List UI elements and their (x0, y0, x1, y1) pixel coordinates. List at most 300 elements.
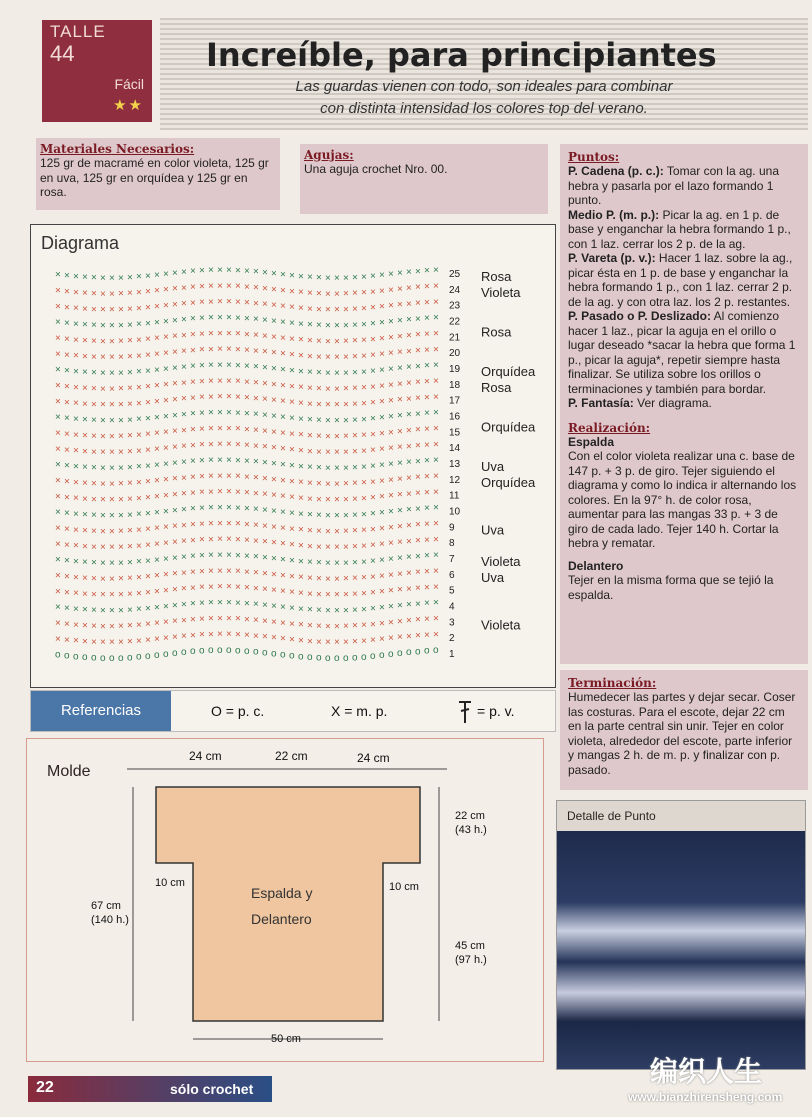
stitch-mark: × (388, 490, 394, 502)
sleeve-right: 10 cm (389, 881, 419, 893)
stitch-mark: × (280, 317, 286, 329)
stitch-mark: × (82, 398, 88, 410)
color-label: Violeta (481, 617, 521, 633)
stitch-mark: × (190, 345, 196, 357)
stitch-mark: × (181, 536, 187, 548)
stitch-mark: × (154, 618, 160, 630)
stitch-mark: × (226, 550, 232, 562)
stitch-mark: × (379, 428, 385, 440)
stitch-mark: × (307, 367, 313, 379)
color-label: Uva (481, 459, 505, 474)
stitch-mark: × (397, 537, 403, 549)
stitch-mark: × (217, 391, 223, 403)
stitch-mark: × (190, 408, 196, 420)
stitch-mark: × (91, 367, 97, 379)
stitch-mark: × (334, 447, 340, 459)
stitch-mark: × (352, 494, 358, 506)
stitch-mark: × (208, 566, 214, 578)
stitch-mark: × (415, 472, 421, 484)
stitch-mark: × (289, 555, 295, 567)
stitch-mark: × (163, 601, 169, 613)
stitch-mark: × (361, 540, 367, 552)
stitch-mark: × (397, 347, 403, 359)
stitch-mark: × (325, 557, 331, 569)
stitch-mark: × (352, 414, 358, 426)
stitch-mark: o (343, 652, 349, 664)
back-text: Con el color violeta realizar una c. base de 147 p. + 3 p. de giro. Tejer siguiendo el diagrama y como lo indica ir alternando los colores. En la 97° h. de color rosa, aumentar para las mangas 33 p. + 3 de giro de cada lado. Tejer 140 h. Cortar la hebra y rematar. (568, 449, 797, 550)
stitch-mark: × (145, 270, 151, 282)
stitch-mark: × (136, 429, 142, 441)
stitch-mark: × (217, 581, 223, 593)
stitch-mark: × (397, 410, 403, 422)
stitch-mark: × (388, 269, 394, 281)
stitch-mark: × (298, 318, 304, 330)
stitch-mark: × (217, 565, 223, 577)
stitch-mark: × (325, 605, 331, 617)
stitch-mark: × (253, 282, 259, 294)
stitch-mark: × (415, 456, 421, 468)
stitch-mark: × (316, 494, 322, 506)
stitch-mark: × (172, 362, 178, 374)
stitch-mark: × (325, 415, 331, 427)
stitch-mark: × (118, 573, 124, 585)
stitches-heading: Puntos: (568, 150, 620, 164)
stitch-mark: × (127, 272, 133, 284)
stitch-mark: × (280, 443, 286, 455)
stitch-mark: × (217, 502, 223, 514)
stitch-mark: × (271, 426, 277, 438)
stitch-mark: × (253, 488, 259, 500)
stitch-mark: × (73, 493, 79, 505)
stitch-mark: × (127, 430, 133, 442)
stitch-mark: × (361, 635, 367, 647)
stitch-mark: × (208, 391, 214, 403)
stitch-mark: × (415, 519, 421, 531)
materials-text: 125 gr de macramé en color violeta, 125 gr en uva, 125 gr en orquídea y 125 gr en rosa. (40, 156, 269, 199)
stitch-mark: × (64, 286, 70, 298)
stitch-mark: × (280, 491, 286, 503)
stitch-mark: × (424, 566, 430, 578)
stitch-mark: × (271, 632, 277, 644)
stitch-mark: × (208, 613, 214, 625)
stitch-mark: × (244, 360, 250, 372)
stitch-mark: × (73, 445, 79, 457)
stitch-mark: × (352, 636, 358, 648)
stitch-mark: × (325, 573, 331, 585)
stitch-mark: × (136, 619, 142, 631)
stitch-mark: × (145, 539, 151, 551)
stitch-mark: × (91, 478, 97, 490)
stitch-mark: × (307, 446, 313, 458)
stitch-mark: × (109, 510, 115, 522)
stitch-mark: × (100, 367, 106, 379)
stitch-mark: × (406, 615, 412, 627)
stitch-mark: × (208, 265, 214, 277)
stitch-mark: o (154, 649, 160, 661)
stitch-mark: × (307, 636, 313, 648)
stitch-mark: × (271, 300, 277, 312)
stitch-mark: × (280, 617, 286, 629)
stitch-mark: × (307, 382, 313, 394)
watermark (610, 1050, 810, 1112)
stitch-mark: × (172, 283, 178, 295)
stitch-mark: × (280, 427, 286, 439)
stitch-mark: × (172, 616, 178, 628)
stitch-mark: × (262, 441, 268, 453)
stitch-mark: × (406, 552, 412, 564)
stitch-mark: × (307, 604, 313, 616)
stitch-mark: × (397, 363, 403, 375)
stitch-mark: × (73, 461, 79, 473)
stitch-mark: × (172, 378, 178, 390)
stitch-mark: × (136, 588, 142, 600)
stitch-mark: × (370, 603, 376, 615)
stitch-mark: × (163, 490, 169, 502)
stitch-mark: × (262, 584, 268, 596)
stitch-mark: × (64, 539, 70, 551)
stitch-mark: × (217, 375, 223, 387)
stitch-mark: × (136, 334, 142, 346)
stitch-mark: × (100, 288, 106, 300)
color-label: Orquídea (481, 419, 536, 435)
stitch-mark: × (298, 398, 304, 410)
stitch-mark: × (235, 471, 241, 483)
stitch-item: P. Pasado o P. Deslizado: Al comienzo hacer 1 laz., picar la aguja en el orillo o lugar deseado *sacar la hebra que forma 1 p., picar la aguja*, repetir siempre hasta finalizar. Se utiliza sobre los orillos o terminaciones y también para bordar. (568, 309, 796, 396)
stitch-mark: × (298, 635, 304, 647)
stitch-mark: × (424, 408, 430, 420)
stitch-mark: × (118, 589, 124, 601)
stitch-mark: × (424, 518, 430, 530)
stitch-mark: × (298, 508, 304, 520)
stitch-mark: × (172, 521, 178, 533)
stitch-mark: × (379, 317, 385, 329)
stitch-mark: × (352, 319, 358, 331)
stitch-mark: × (253, 345, 259, 357)
stitch-mark: × (64, 603, 70, 615)
pattern-schematic (26, 738, 544, 1062)
stitch-mark: o (199, 645, 205, 657)
stitch-mark: × (73, 588, 79, 600)
stitch-mark: × (316, 367, 322, 379)
stitch-mark: × (73, 508, 79, 520)
stitch-mark: × (271, 569, 277, 581)
stitch-mark: × (397, 458, 403, 470)
stitch-mark: × (334, 478, 340, 490)
stitch-mark: × (145, 619, 151, 631)
stitch-mark: × (271, 347, 277, 359)
stitch-mark: × (271, 284, 277, 296)
finishing-text: Humedecer las partes y dejar secar. Coser las costuras. Para el escote, dejar 22 cm en la parte central sin unir. Tejer en color violeta, alrededor del escote, parte inferior y mangas 2 h. de m. p. y finalizar con p. pasado. (568, 690, 796, 777)
color-label: Orquídea (481, 474, 536, 490)
row-number: 1 (449, 649, 455, 660)
garment-shape (156, 787, 420, 1021)
stitch-mark: × (163, 458, 169, 470)
stitch-mark: × (91, 636, 97, 648)
stitch-mark: × (82, 414, 88, 426)
stitch-mark: × (253, 630, 259, 642)
stitch-mark: × (280, 364, 286, 376)
stitch-mark: × (415, 297, 421, 309)
stitch-mark: × (91, 605, 97, 617)
stitch-mark: × (145, 318, 151, 330)
stitch-mark: × (199, 629, 205, 641)
stitch-mark: × (91, 336, 97, 348)
stitch-mark: × (127, 636, 133, 648)
stitch-mark: × (82, 288, 88, 300)
stitch-mark: × (136, 493, 142, 505)
stitch-mark: × (397, 489, 403, 501)
stitch-mark: × (163, 348, 169, 360)
row-number: 22 (449, 316, 461, 328)
stitch-mark: × (280, 507, 286, 519)
stitch-mark: × (127, 288, 133, 300)
stitch-mark: × (199, 566, 205, 578)
stitch-mark: × (262, 615, 268, 627)
stitch-mark: × (154, 539, 160, 551)
stitch-mark: o (415, 646, 421, 658)
stitch-mark: × (82, 573, 88, 585)
stitch-mark: × (388, 538, 394, 550)
stitch-mark: × (280, 459, 286, 471)
stitch-mark: × (244, 376, 250, 388)
size-label: TALLE (50, 22, 106, 41)
stitch-mark: × (352, 430, 358, 442)
stitch-mark: × (145, 349, 151, 361)
stitch-mark: × (64, 555, 70, 567)
stitch-mark: × (73, 287, 79, 299)
stitch-mark: × (334, 320, 340, 332)
stitch-mark: × (217, 265, 223, 277)
stitch-mark: × (163, 443, 169, 455)
stitch-mark: × (181, 409, 187, 421)
stitch-mark: × (55, 427, 61, 439)
stitch-mark: × (172, 473, 178, 485)
stitch-mark: × (172, 267, 178, 279)
stitch-mark: × (154, 554, 160, 566)
stitch-mark: × (55, 269, 61, 281)
stitch-mark: × (298, 619, 304, 631)
stitch-mark: × (280, 412, 286, 424)
stitch-mark: × (127, 478, 133, 490)
stitch-mark: × (361, 445, 367, 457)
stitch-mark: o (190, 646, 196, 658)
stitch-item: P. Cadena (p. c.): Tomar con la ag. una hebra y pasarla por el lazo formando 1 punto. (568, 164, 779, 207)
stitch-mark: × (424, 297, 430, 309)
stitch-mark: × (208, 407, 214, 419)
stitch-mark: × (91, 557, 97, 569)
stitch-mark: × (406, 314, 412, 326)
stitch-mark: × (262, 473, 268, 485)
stitch-mark: × (226, 597, 232, 609)
stitch-mark: × (271, 316, 277, 328)
stitch-mark: o (109, 652, 115, 664)
stitch-mark: × (325, 462, 331, 474)
stitch-mark: × (82, 446, 88, 458)
stitch-mark: × (361, 572, 367, 584)
stitch-mark: × (352, 367, 358, 379)
detail-heading: Detalle de Punto (557, 801, 805, 831)
stitch-mark: × (82, 557, 88, 569)
schematic-title: Molde (47, 763, 91, 780)
stitch-mark: × (343, 304, 349, 316)
row-number: 3 (449, 617, 455, 629)
stitch-mark: × (352, 573, 358, 585)
stitch-mark: o (172, 647, 178, 659)
size-number: 44 (50, 41, 75, 66)
stitch-mark: × (64, 381, 70, 393)
stitch-mark: × (433, 407, 439, 419)
stitch-mark: × (163, 585, 169, 597)
stitch-mark: × (172, 426, 178, 438)
stitch-mark: × (253, 393, 259, 405)
stitch-mark: × (154, 444, 160, 456)
stitch-mark: × (361, 271, 367, 283)
stitch-mark: × (334, 399, 340, 411)
center-label-1: Espalda y (251, 885, 313, 901)
stitch-mark: o (91, 652, 97, 664)
stitch-mark: × (181, 377, 187, 389)
stitch-mark: × (190, 598, 196, 610)
row-number: 2 (449, 633, 455, 645)
stitch-mark: × (325, 304, 331, 316)
stitch-mark: × (361, 335, 367, 347)
stitch-mark: × (289, 302, 295, 314)
stitch-mark: × (424, 439, 430, 451)
stitch-mark: × (406, 441, 412, 453)
stitch-mark: × (433, 455, 439, 467)
stitch-mark: × (334, 352, 340, 364)
stitch-mark: × (244, 329, 250, 341)
stitch-mark: × (433, 534, 439, 546)
stitch-mark: × (406, 457, 412, 469)
stitch-mark: × (397, 568, 403, 580)
stitch-mark: × (352, 351, 358, 363)
stitch-mark: × (208, 360, 214, 372)
stitches-column (560, 144, 808, 664)
stitch-mark: × (163, 379, 169, 391)
stitch-mark: × (397, 283, 403, 295)
row-number: 23 (449, 300, 461, 312)
stitch-mark: × (190, 630, 196, 642)
stitch-mark: × (217, 470, 223, 482)
stitch-mark: × (352, 478, 358, 490)
stitch-mark: × (199, 281, 205, 293)
stitch-mark: × (109, 288, 115, 300)
stitch-mark: × (136, 382, 142, 394)
stitch-mark: × (397, 473, 403, 485)
stitch-mark: × (136, 461, 142, 473)
needles-box (300, 144, 548, 214)
stitch-mark: × (82, 525, 88, 537)
stitch-mark: × (82, 319, 88, 331)
stitch-mark: × (325, 383, 331, 395)
stitch-mark: × (271, 395, 277, 407)
stitch-mark: × (334, 637, 340, 649)
stitch-mark: × (271, 268, 277, 280)
stitch-mark: × (361, 525, 367, 537)
stitch-mark: × (118, 636, 124, 648)
color-label: Uva (481, 522, 505, 538)
stitch-mark: × (163, 553, 169, 565)
stitch-mark: × (217, 597, 223, 609)
stitch-mark: × (226, 613, 232, 625)
stitch-mark: × (280, 522, 286, 534)
stitch-mark: o (226, 645, 232, 657)
stitch-mark: × (289, 476, 295, 488)
stitch-mark: × (199, 392, 205, 404)
stitch-mark: × (262, 299, 268, 311)
stitch-mark: × (343, 589, 349, 601)
row-number: 21 (449, 332, 461, 344)
stitch-mark: × (64, 333, 70, 345)
stitch-mark: × (298, 493, 304, 505)
stitch-mark: o (181, 646, 187, 658)
stitch-mark: × (55, 507, 61, 519)
stitch-mark: × (208, 550, 214, 562)
stitch-mark: × (280, 332, 286, 344)
stitch-mark: × (172, 331, 178, 343)
stitch-mark: × (109, 320, 115, 332)
stitch-mark: × (280, 633, 286, 645)
stitch-mark: × (55, 475, 61, 487)
stitch-mark: × (307, 525, 313, 537)
stitch-mark: × (235, 297, 241, 309)
stitch-mark: × (397, 378, 403, 390)
stitch-mark: × (235, 597, 241, 609)
left-height: 67 cm (140 h.) (91, 900, 129, 926)
stitch-mark: × (325, 288, 331, 300)
stitch-mark: o (379, 650, 385, 662)
stitch-mark: × (424, 265, 430, 277)
stitch-mark: × (64, 444, 70, 456)
stitch-mark: × (244, 455, 250, 467)
stitch-mark: × (280, 301, 286, 313)
stitch-mark: × (343, 431, 349, 443)
stitch-mark: × (226, 518, 232, 530)
references-label: Referencias (31, 691, 171, 731)
crochet-diagram (30, 224, 556, 688)
stitch-mark: × (352, 557, 358, 569)
stitch-mark: × (316, 478, 322, 490)
stitch-mark: × (424, 598, 430, 610)
stitch-mark: × (253, 583, 259, 595)
stitch-mark: × (316, 525, 322, 537)
stitch-mark: × (127, 525, 133, 537)
stitch-mark: × (388, 300, 394, 312)
stitch-mark: × (154, 349, 160, 361)
stitch-mark: × (271, 521, 277, 533)
stitch-mark: × (190, 424, 196, 436)
stitch-mark: × (208, 486, 214, 498)
stitch-mark: × (343, 494, 349, 506)
stitch-mark: × (163, 427, 169, 439)
stitch-mark: × (289, 270, 295, 282)
stitch-mark: × (136, 303, 142, 315)
stitch-mark: × (433, 629, 439, 641)
stitch-mark: × (127, 303, 133, 315)
stitch-mark: × (370, 587, 376, 599)
treble-icon (455, 699, 475, 725)
stitch-mark: × (136, 477, 142, 489)
stitch-mark: × (397, 268, 403, 280)
stitch-mark: × (406, 536, 412, 548)
stitch-mark: × (433, 597, 439, 609)
stitch-mark: × (370, 571, 376, 583)
stitch-mark: × (82, 367, 88, 379)
stitch-mark: × (64, 476, 70, 488)
stitch-mark: × (316, 399, 322, 411)
stitch-mark: × (415, 598, 421, 610)
